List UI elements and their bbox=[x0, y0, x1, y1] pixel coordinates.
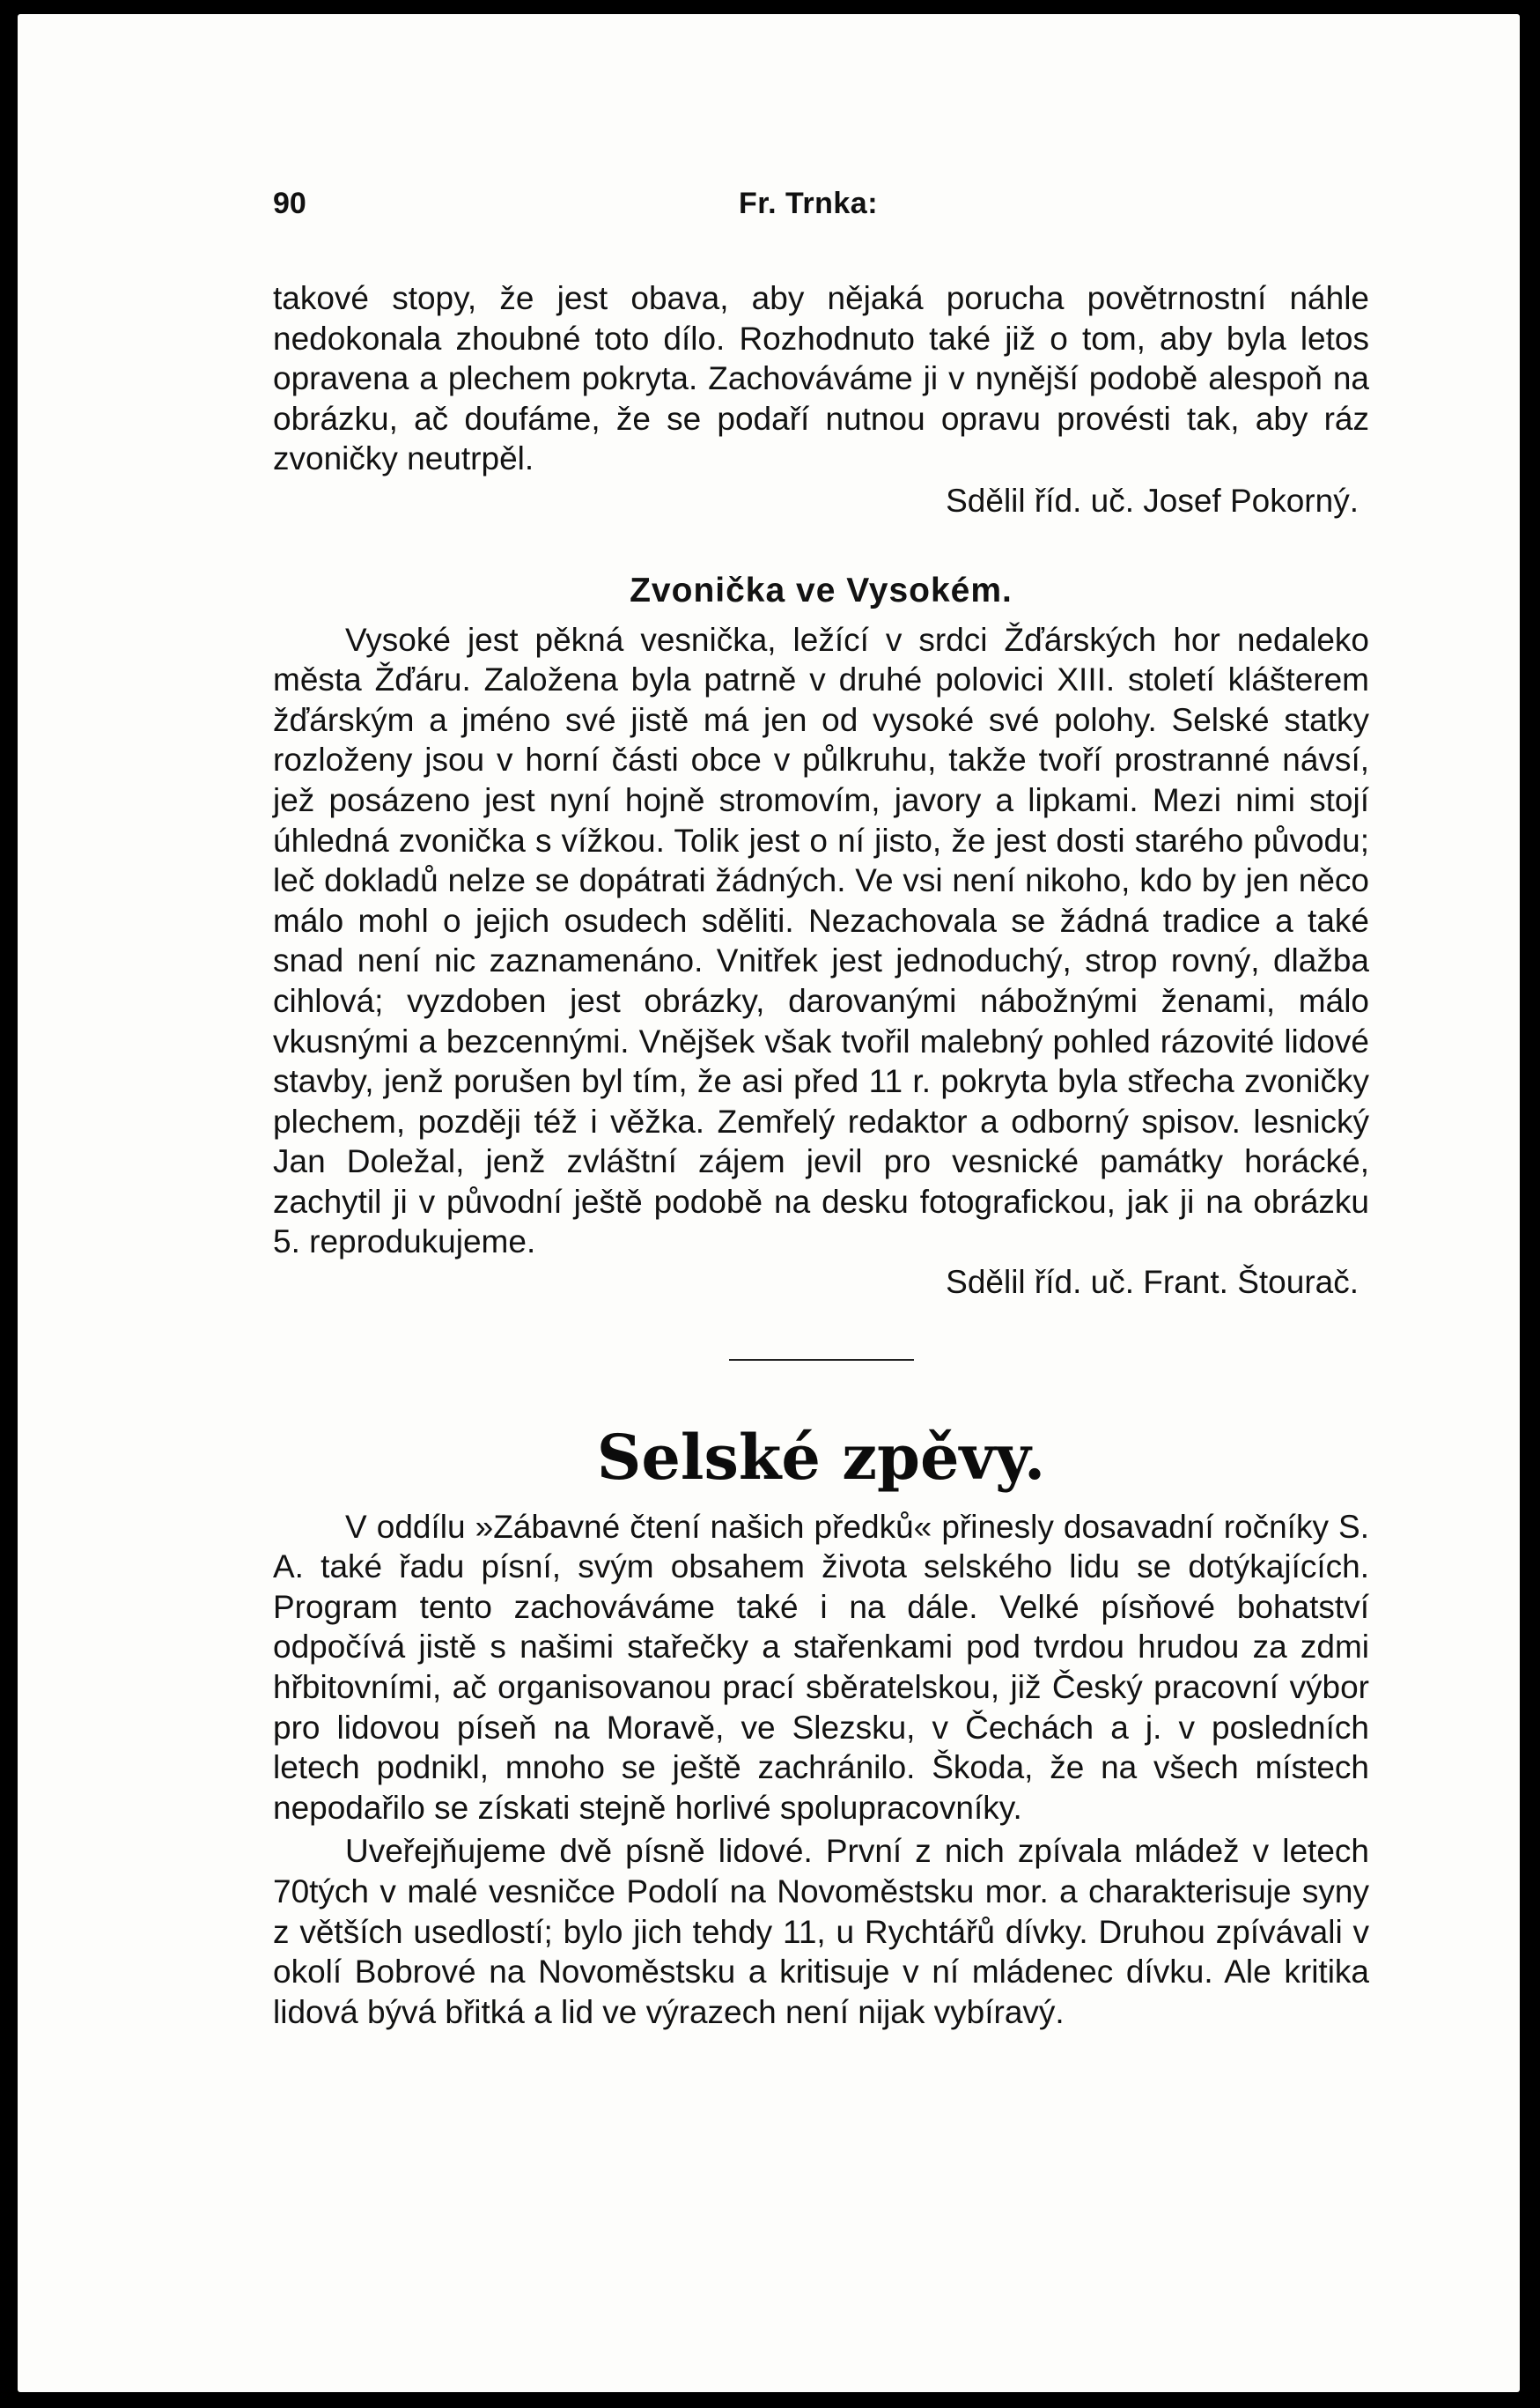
page-header bbox=[273, 187, 1344, 231]
book-page bbox=[18, 14, 1520, 2392]
article-paragraph-2: Uveřejňujeme dvě písně lidové. První z nich zpívala mládež v letech 70tých v malé vesničce Podolí na Novoměstsku mor. a charakterisuje syny z větších usedlostí; bylo jich tehdy 11, u Rychtářů dívky. Druhou zpívávali v okolí Bobrové na Novoměstsku a kritisuje v ní mládenec dívku. Ale kritika lidová bývá břitká a lid ve výrazech není nijak vybíravý. bbox=[273, 1833, 1369, 2030]
intro-signature: Sdělil říd. uč. Josef Pokorný. bbox=[946, 482, 1359, 519]
article-title: Selské zpěvy. bbox=[596, 1420, 1046, 1494]
divider-rule bbox=[729, 1359, 914, 1361]
page-number: 90 bbox=[273, 187, 306, 220]
running-head: Fr. Trnka: bbox=[738, 187, 879, 220]
section-paragraph: Vysoké jest pěkná vesnička, ležící v srdci Žďárských hor nedaleko města Žďáru. Založena byla patrně v druhé polovici XIII. století klášterem žďárským a jméno své jistě má jen od vysoké své polohy. Selské statky rozloženy jsou v horní části obce v půlkruhu, takže tvoří prostranné návsí, jež posázeno jest nyní hojně stromovím, javory a lipkami. Mezi nimi stojí úhledná zvonička s vížkou. Tolik jest o ní jisto, že jest dosti starého původu; leč dokladů nelze se dopátrati žádných. Ve vsi není nikoho, kdo by jen něco málo mohl o jejich osudech sděliti. Nezachovala se žádná tradice a také snad není nic zaznamenáno. Vnitřek jest jednoduchý, strop rovný, dlažba cihlová; vyzdoben jest obrázky, darovanými nábožnými ženami, málo vkusnými a bezcennými. Vnějšek však tvořil malebný pohled rázovité lidové stavby, jenž porušen byl tím, že asi před 11 r. pokryta byla střecha zvoničky plechem, později též i věžka. Zemřelý redaktor a odborný spisov. lesnický Jan Doležal, jenž zvláštní zájem jevil pro vesnické památky horácké, zachytil ji v původní ještě podobě na desku fotografickou, jak ji na obrázku 5. reprodukujeme. bbox=[273, 621, 1369, 1260]
intro-paragraph: takové stopy, že jest obava, aby nějaká porucha povětrnostní náhle nedokonala zhoubné toto dílo. Rozhodnuto také již o tom, aby byla letos opravena a plechem pokryta. Zachováváme ji v nynější podobě alespoň na obrázku, ač doufáme, že se podaří nutnou opravu provésti tak, aby ráz zvoničky neutrpěl. bbox=[273, 280, 1369, 477]
section-signature: Sdělil říd. uč. Frant. Štourač. bbox=[946, 1264, 1359, 1301]
section-title: Zvonička ve Vysokém. bbox=[630, 571, 1013, 609]
body-text bbox=[273, 278, 1369, 2032]
article-paragraph-1: V oddílu »Zábavné čtení našich předků« přinesly dosavadní ročníky S. A. také řadu písní, svým obsahem života selského lidu se dotýkajících. Program tento zachováváme také i na dále. Velké písňové bohatství odpočívá jistě s našimi stařečky a stařenkami pod tvrdou hrudou za zdmi hřbitovními, ač organisovanou prací sběratelskou, již Český pracovní výbor pro lidovou píseň na Moravě, ve Slezsku, v Čechách a j. v posledních letech podnikl, mnoho se ještě zachránilo. Škoda, že na všech místech nepodařilo se získati stejně horlivé spolupracovníky. bbox=[273, 1508, 1369, 1826]
